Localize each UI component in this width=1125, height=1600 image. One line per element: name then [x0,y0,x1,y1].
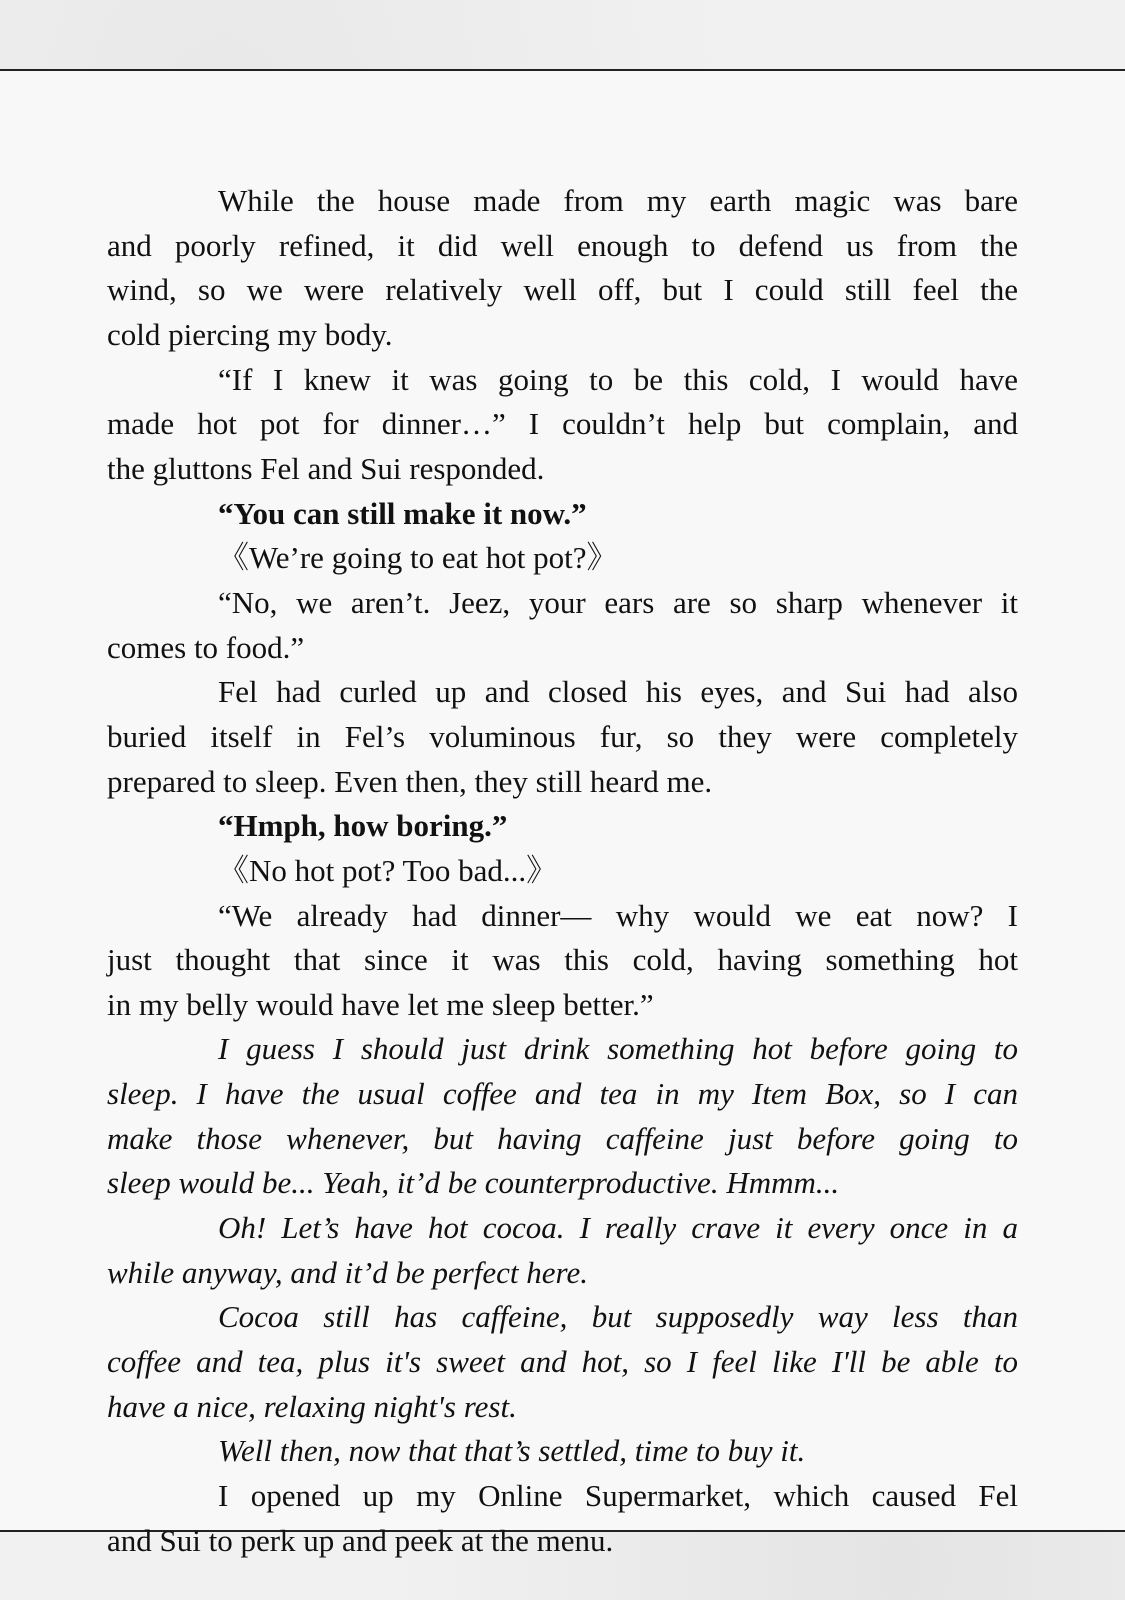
paragraph [107,1206,1018,1295]
text-line: cold piercing my body. [107,316,393,352]
paragraph [107,1429,1018,1474]
text-line: “We already had dinner— why would we eat now? I [218,897,1018,933]
text-line: just thought that since it was this cold, having something hot [107,942,1018,978]
text-line: prepared to sleep. Even then, they still heard me. [107,763,713,799]
text-line: sleep. I have the usual coffee and tea in my Item Box, so I can [107,1076,1018,1112]
text-line: coffee and tea, plus it's sweet and hot, so I feel like I'll be able to [107,1344,1018,1380]
text-line: Cocoa still has caffeine, but supposedly way less than [218,1299,1018,1335]
page [0,69,1125,1558]
text-line: and Sui to perk up and peek at the menu. [107,1522,614,1558]
text-line: “Hmph, how boring.” [218,808,508,844]
text-line: While the house made from my earth magic was bare [218,183,1018,218]
text-line: I guess I should just drink something hot before going to [218,1031,1018,1067]
text-line: make those whenever, but having caffeine just before going to [107,1120,1018,1156]
text-line: the gluttons Fel and Sui responded. [107,450,545,486]
paragraph [107,536,1018,581]
text-line: in my belly would have let me sleep better.” [107,986,654,1022]
text-line: 《No hot pot? Too bad...》 [218,852,558,888]
text-line: comes to food.” [107,629,305,665]
text-line: “You can still make it now.” [218,495,587,531]
paragraph [107,1474,1018,1563]
text-line: sleep would be... Yeah, it’d be counterproductive. Hmmm... [107,1165,840,1201]
paragraph [107,804,1018,849]
text-line: while anyway, and it’d be perfect here. [107,1254,588,1290]
text-line: “If I knew it was going to be this cold, I would have [218,361,1018,397]
text-line: buried itself in Fel’s voluminous fur, so they were completely [107,718,1018,754]
text-line: “No, we aren’t. Jeez, your ears are so sharp whenever it [218,584,1018,620]
text-line: 《We’re going to eat hot pot?》 [218,540,618,576]
paragraph [107,894,1018,1028]
paragraph [107,492,1018,537]
paragraph [107,670,1018,804]
text-line: have a nice, relaxing night's rest. [107,1388,517,1424]
text-line: Oh! Let’s have hot cocoa. I really crave it every once in a [218,1210,1018,1246]
paragraph [107,358,1018,492]
text-line: Fel had curled up and closed his eyes, and Sui had also [218,674,1018,710]
body-text [107,179,1018,1563]
text-line: I opened up my Online Supermarket, which caused Fel [218,1478,1018,1514]
text-line: made hot pot for dinner…” I couldn’t help but complain, and [107,406,1018,442]
paragraph [107,849,1018,894]
paragraph [107,1295,1018,1429]
paragraph [107,1027,1018,1206]
text-line: and poorly refined, it did well enough to defend us from the [107,227,1018,263]
paragraph [107,581,1018,670]
paragraph [107,179,1018,358]
text-line: wind, so we were relatively well off, but I could still feel the [107,272,1018,308]
text-line: Well then, now that that’s settled, time to buy it. [218,1433,806,1469]
